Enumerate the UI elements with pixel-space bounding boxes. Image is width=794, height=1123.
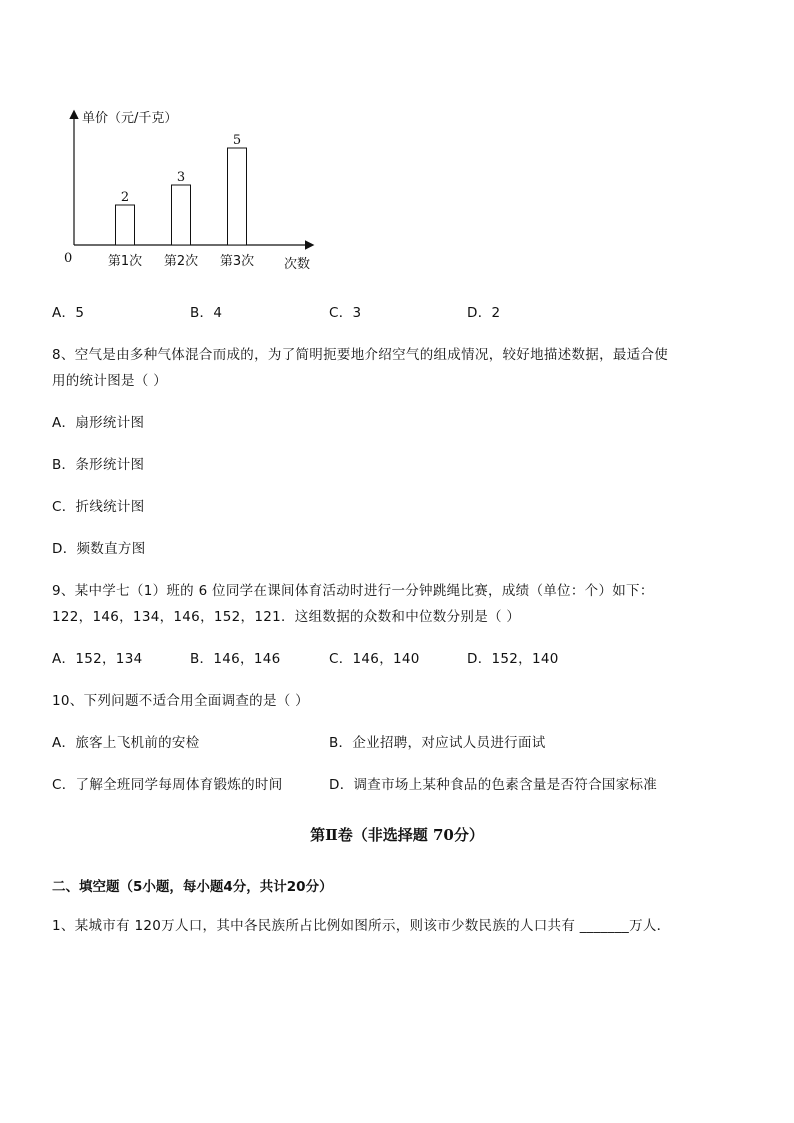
q7-option-d: D．2: [467, 305, 501, 321]
q8-stem-line1: 8、空气是由多种气体混合而成的，为了简明扼要地介绍空气的组成情况，较好地描述数据，最适合使: [52, 347, 669, 363]
q8-option-c: C．折线统计图: [52, 499, 145, 515]
category-label-3: 第3次: [219, 254, 255, 269]
q9-option-d: D．152，140: [467, 651, 559, 667]
bar-value-label-3: 5: [232, 133, 242, 148]
q8-option-d: D．频数直方图: [52, 541, 146, 557]
bars-group: [108, 133, 254, 269]
q8-stem-line2: 用的统计图是（ ）: [52, 373, 167, 389]
q10-option-c: C．了解全班同学每周体育锻炼的时间: [52, 777, 283, 793]
bar-1: [116, 205, 135, 245]
q7-option-b: B．4: [190, 305, 223, 321]
q10-stem: 10、下列问题不适合用全面调查的是（ ）: [52, 693, 309, 709]
q9-stem-line2: 122，146，134，146，152，121．这组数据的众数和中位数分别是（ ）: [52, 609, 521, 625]
q8-option-b: B．条形统计图: [52, 457, 145, 473]
bar-value-label-2: 3: [176, 170, 186, 185]
bar-2: [172, 185, 191, 245]
bar-3: [228, 148, 247, 245]
bar-value-label-1: 2: [120, 190, 130, 205]
y-axis-label: 单价（元/千克）: [82, 111, 178, 126]
category-label-1: 第1次: [107, 254, 143, 269]
category-label-2: 第2次: [163, 254, 199, 269]
q9-option-a: A．152，134: [52, 651, 143, 667]
q7-option-c: C．3: [329, 305, 362, 321]
part2-title: 第Ⅱ卷（非选择题 70分）: [310, 826, 484, 844]
q10-option-d: D．调查市场上某种食品的色素含量是否符合国家标准: [329, 777, 658, 793]
q9-stem-line1: 9、某中学七（1）班的 6 位同学在课间体育活动时进行一分钟跳绳比赛，成绩（单位：个）如下：: [52, 583, 654, 599]
q9-option-c: C．146，140: [329, 651, 420, 667]
q10-option-b: B．企业招聘，对应试人员进行面试: [329, 735, 546, 751]
q7-option-a: A．5: [52, 305, 85, 321]
origin-label: 0: [64, 251, 73, 266]
unit-price-bar-chart: [50, 100, 340, 280]
x-axis-label: 次数: [284, 257, 311, 272]
fill-in-section-heading: 二、填空题（5小题，每小题4分，共计20分）: [52, 879, 333, 895]
fill-in-q1: 1、某城市有 120万人口，其中各民族所占比例如图所示，则该市少数民族的人口共有 _______万人．: [52, 918, 671, 934]
q8-option-a: A．扇形统计图: [52, 415, 145, 431]
q9-option-b: B．146，146: [190, 651, 281, 667]
q10-option-a: A．旅客上飞机前的安检: [52, 735, 200, 751]
